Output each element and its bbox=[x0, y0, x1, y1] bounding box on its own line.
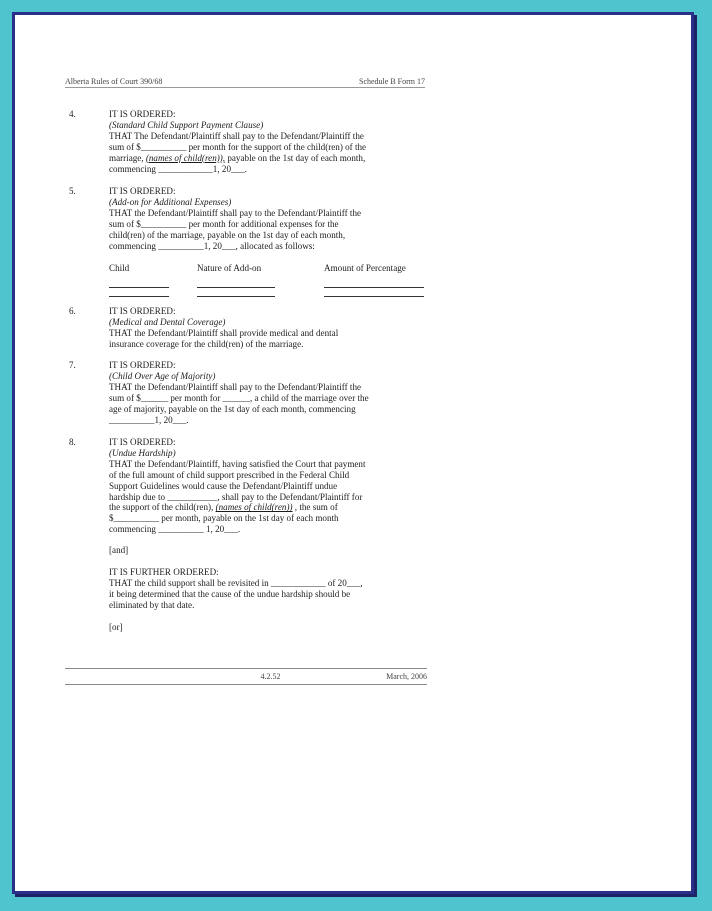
section-6 bbox=[65, 306, 437, 350]
allocation-columns bbox=[109, 263, 437, 274]
section-subheading: (Add-on for Additional Expenses) bbox=[109, 196, 232, 207]
section-subheading: (Child Over Age of Majority) bbox=[109, 370, 216, 381]
text-line: THAT the Defendant/Plaintiff shall pay to the Defendant/Plaintiff the bbox=[109, 207, 362, 218]
section-number: 8. bbox=[69, 437, 76, 447]
section-heading: IT IS ORDERED: bbox=[109, 360, 176, 370]
page-number: 4.2.52 bbox=[260, 672, 281, 681]
section-heading: IT IS ORDERED: bbox=[109, 186, 176, 196]
footer-date: March, 2006 bbox=[386, 672, 427, 681]
footer-rule bbox=[65, 668, 427, 669]
text-line: THAT the Defendant/Plaintiff shall provide medical and dental bbox=[109, 327, 339, 338]
section-heading: IT IS ORDERED: bbox=[109, 109, 176, 119]
names-placeholder: (names of child(ren)), bbox=[145, 152, 226, 163]
text-line: sum of $__________ per month for the support of the child(ren) of the bbox=[109, 141, 367, 152]
text-line: $__________ per month, payable on the 1st day of each month bbox=[109, 513, 339, 524]
text-line: THAT the Defendant/Plaintiff, having satisfied the Court that payment bbox=[109, 458, 366, 469]
text-line: commencing __________1, 20___, allocated as follows: bbox=[109, 240, 315, 251]
text-fragment: the support of the child(ren), bbox=[109, 502, 216, 513]
column-amount: Amount of Percentage bbox=[324, 263, 406, 274]
or-marker: [or] bbox=[109, 621, 123, 632]
text-line: sum of $__________ per month for additional expenses for the bbox=[109, 218, 339, 229]
blank-column bbox=[324, 279, 424, 297]
text-line: __________1, 20___. bbox=[109, 414, 189, 425]
text-line: child(ren) of the marriage, payable on the 1st day of each month, bbox=[109, 229, 346, 240]
section-subheading: (Undue Hardship) bbox=[109, 447, 176, 458]
text-line: THAT The Defendant/Plaintiff shall pay to the Defendant/Plaintiff the bbox=[109, 130, 364, 141]
names-placeholder: (names of child(ren)) bbox=[215, 502, 293, 513]
text-line: sum of $______ per month for ______, a child of the marriage over the bbox=[109, 392, 369, 403]
section-number: 5. bbox=[69, 186, 76, 196]
and-marker: [and] bbox=[109, 545, 129, 556]
section-subheading: (Medical and Dental Coverage) bbox=[109, 316, 226, 327]
text-line: THAT the Defendant/Plaintiff shall pay to the Defendant/Plaintiff the bbox=[109, 381, 362, 392]
section-heading: IT IS ORDERED: bbox=[109, 306, 176, 316]
text-line: insurance coverage for the child(ren) of the marriage. bbox=[109, 338, 304, 349]
text-line: it being determined that the cause of the undue hardship should be bbox=[109, 588, 351, 599]
text-line bbox=[109, 502, 437, 513]
blank-column bbox=[109, 279, 169, 297]
page-footer bbox=[65, 672, 427, 681]
blank-column bbox=[197, 279, 275, 297]
text-line: age of majority, payable on the 1st day of each month, commencing bbox=[109, 403, 356, 414]
section-4 bbox=[65, 109, 437, 174]
text-line: commencing ____________1, 20___. bbox=[109, 163, 247, 174]
text-line: of the full amount of child support prescribed in the Federal Child bbox=[109, 469, 350, 480]
column-child: Child bbox=[109, 263, 130, 274]
text-line: commencing __________ 1, 20___. bbox=[109, 524, 241, 535]
text-line: THAT the child support shall be revisited in ____________ of 20___, bbox=[109, 577, 363, 588]
section-8 bbox=[65, 437, 437, 633]
header-right: Schedule B Form 17 bbox=[359, 77, 425, 86]
document-frame bbox=[12, 12, 694, 894]
section-subheading: (Standard Child Support Payment Clause) bbox=[109, 119, 264, 130]
text-fragment: marriage, bbox=[109, 152, 146, 163]
page-header bbox=[65, 77, 425, 88]
footer-rule bbox=[65, 684, 427, 685]
section-number: 6. bbox=[69, 306, 76, 316]
column-nature: Nature of Add-on bbox=[197, 263, 262, 274]
section-5 bbox=[65, 186, 437, 297]
text-fragment: , the sum of bbox=[292, 502, 338, 513]
header-left: Alberta Rules of Court 390/68 bbox=[65, 77, 163, 86]
text-line: eliminated by that date. bbox=[109, 599, 195, 610]
text-line: hardship due to ___________, shall pay to the Defendant/Plaintiff for bbox=[109, 491, 363, 502]
section-number: 7. bbox=[69, 360, 76, 370]
text-line: Support Guidelines would cause the Defendant/Plaintiff undue bbox=[109, 480, 338, 491]
further-heading: IT IS FURTHER ORDERED: bbox=[109, 567, 219, 578]
text-fragment: payable on the 1st day of each month, bbox=[225, 152, 366, 163]
text-line bbox=[109, 153, 437, 164]
section-heading: IT IS ORDERED: bbox=[109, 437, 176, 447]
section-7 bbox=[65, 360, 437, 425]
section-number: 4. bbox=[69, 109, 76, 119]
allocation-blanks bbox=[109, 279, 437, 297]
document-page bbox=[15, 15, 691, 891]
